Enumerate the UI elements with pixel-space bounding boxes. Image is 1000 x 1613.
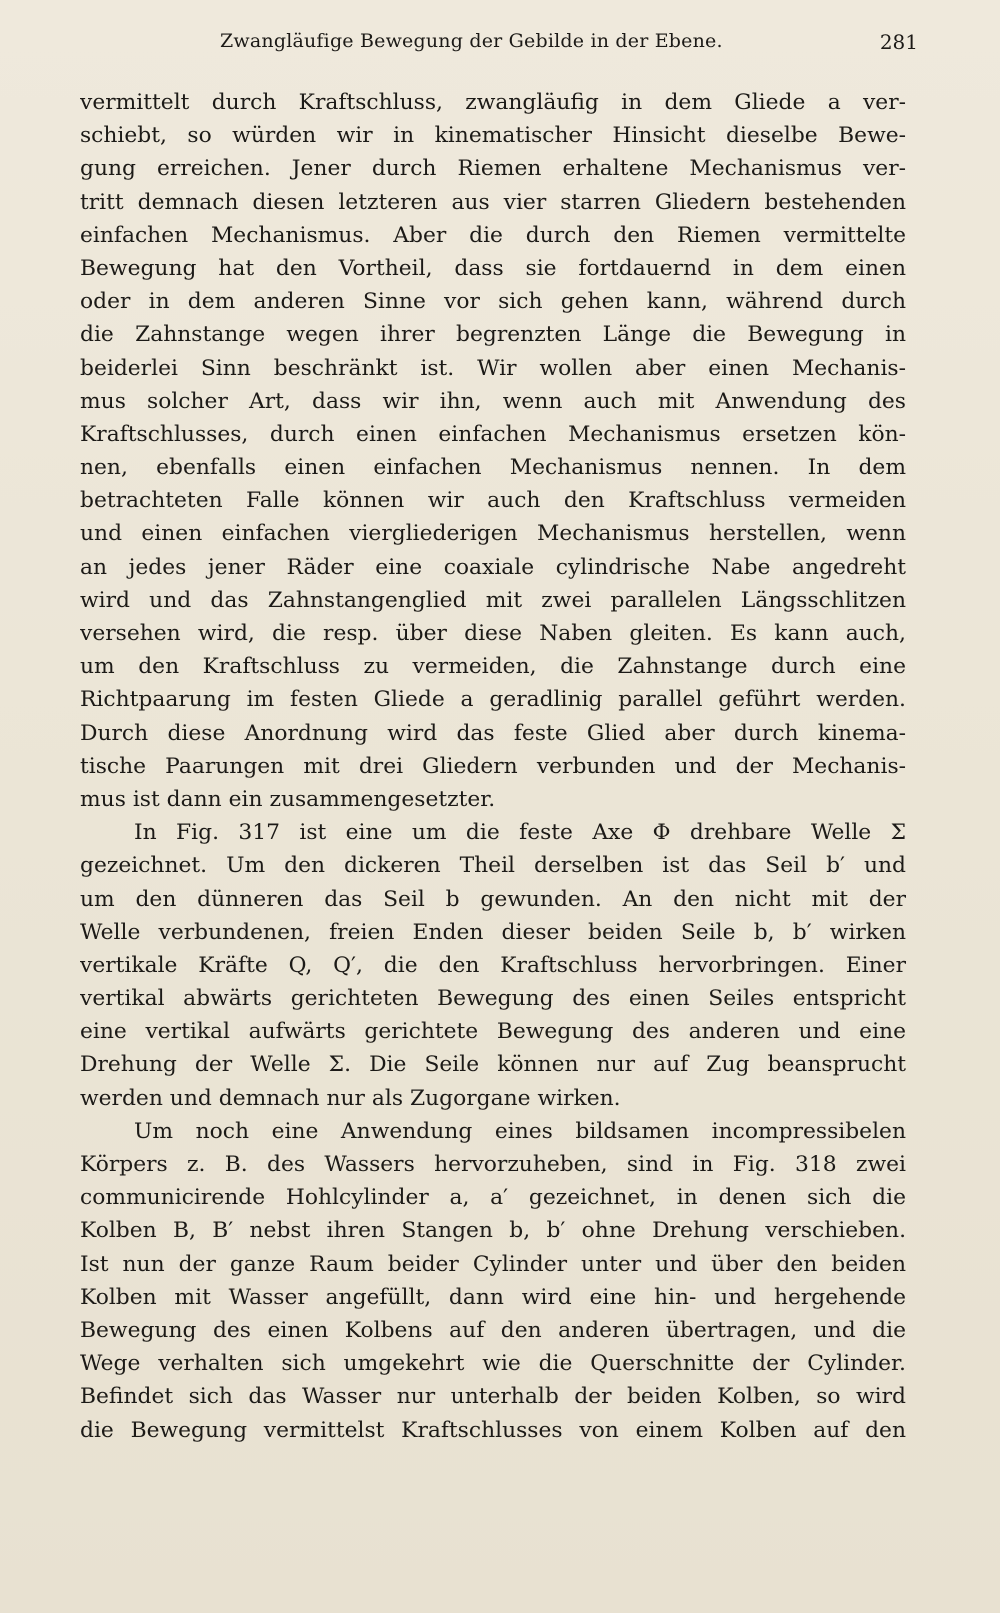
text-line: Richtpaarung im festen Gliede a geradlinig parallel geführt werden. (80, 687, 906, 713)
text-line: beiderlei Sinn beschränkt ist. Wir wollen aber einen Mechanis- (80, 355, 906, 381)
text-line: schiebt, so würden wir in kinematischer Hinsicht dieselbe Bewe- (80, 123, 906, 149)
text-line: versehen wird, die resp. über diese Naben gleiten. Es kann auch, (80, 621, 906, 646)
text-line: und einen einfachen viergliederigen Mechanismus herstellen, wenn (80, 521, 906, 547)
running-title: Zwangläufige Bewegung der Gebilde in der Ebene. (220, 30, 723, 52)
text-line: communicirende Hohlcylinder a, a′ gezeichnet, in denen sich die (80, 1185, 906, 1211)
text-line: einfachen Mechanismus. Aber die durch den Riemen vermittelte (80, 222, 906, 248)
text-line: mus solcher Art, dass wir ihn, wenn auch mit Anwendung des (80, 388, 906, 414)
page-number: 281 (879, 30, 918, 54)
paragraph (80, 816, 906, 1115)
text-line: gezeichnet. Um den dickeren Theil derselben ist das Seil b′ und (80, 853, 906, 879)
text-line: an jedes jener Räder eine coaxiale cylindrische Nabe angedreht (80, 554, 906, 580)
text-line: Drehung der Welle Σ. Die Seile können nur auf Zug beansprucht (80, 1052, 906, 1078)
text-line: betrachteten Falle können wir auch den Kraftschluss vermeiden (80, 488, 906, 514)
text-line: Bewegung hat den Vortheil, dass sie fortdauernd in dem einen (80, 255, 906, 281)
text-line: eine vertikal aufwärts gerichtete Bewegung des anderen und eine (80, 1019, 906, 1045)
text-line: Bewegung des einen Kolbens auf den anderen übertragen, und die (80, 1317, 906, 1343)
text-line: Kolben B, B′ nebst ihren Stangen b, b′ ohne Drehung verschieben. (80, 1218, 906, 1244)
text-line: Ist nun der ganze Raum beider Cylinder unter und über den beiden (80, 1251, 906, 1277)
text-line: Körpers z. B. des Wassers hervorzuheben, sind in Fig. 318 zwei (80, 1152, 906, 1177)
text-line: oder in dem anderen Sinne vor sich gehen kann, während durch (80, 289, 906, 315)
text-line: wird und das Zahnstangenglied mit zwei parallelen Längsschlitzen (80, 587, 906, 613)
text-line: werden und demnach nur als Zugorgane wirken. (80, 1085, 621, 1111)
text-line: um den Kraftschluss zu vermeiden, die Zahnstange durch eine (80, 654, 906, 680)
text-line: gung erreichen. Jener durch Riemen erhaltene Mechanismus ver- (80, 156, 906, 182)
text-line: Wege verhalten sich umgekehrt wie die Querschnitte der Cylinder. (80, 1351, 906, 1377)
text-line: Kolben mit Wasser angefüllt, dann wird eine hin- und hergehende (80, 1284, 906, 1310)
text-line: Durch diese Anordnung wird das feste Glied aber durch kinema- (80, 720, 906, 746)
text-line: Kraftschlusses, durch einen einfachen Mechanismus ersetzen kön- (80, 421, 906, 447)
paragraph (80, 1115, 906, 1447)
text-line: vertikale Kräfte Q, Q′, die den Kraftschluss hervorbringen. Einer (80, 952, 906, 978)
text-line: um den dünneren das Seil b gewunden. An den nicht mit der (80, 886, 906, 912)
body-text (80, 86, 906, 1447)
text-line: die Zahnstange wegen ihrer begrenzten Länge die Bewegung in (80, 322, 906, 348)
text-line: vermittelt durch Kraftschluss, zwangläufig in dem Gliede a ver- (80, 90, 906, 115)
text-line: die Bewegung vermittelst Kraftschlusses von einem Kolben auf den (80, 1417, 906, 1443)
text-line: vertikal abwärts gerichteten Bewegung des einen Seiles entspricht (80, 986, 906, 1012)
text-line: tische Paarungen mit drei Gliedern verbunden und der Mechanis- (80, 753, 906, 779)
text-line: Befindet sich das Wasser nur unterhalb der beiden Kolben, so wird (80, 1384, 906, 1410)
paragraph (80, 86, 906, 816)
text-line: Um noch eine Anwendung eines bildsamen incompressibelen (134, 1118, 906, 1144)
text-line: mus ist dann ein zusammengesetzter. (80, 786, 496, 812)
running-head (80, 30, 918, 64)
text-line: nen, ebenfalls einen einfachen Mechanismus nennen. In dem (80, 455, 906, 481)
text-line: tritt demnach diesen letzteren aus vier starren Gliedern bestehenden (80, 189, 906, 215)
text-line: Welle verbundenen, freien Enden dieser beiden Seile b, b′ wirken (80, 919, 906, 945)
text-line: In Fig. 317 ist eine um die feste Axe Φ drehbare Welle Σ (134, 820, 906, 846)
